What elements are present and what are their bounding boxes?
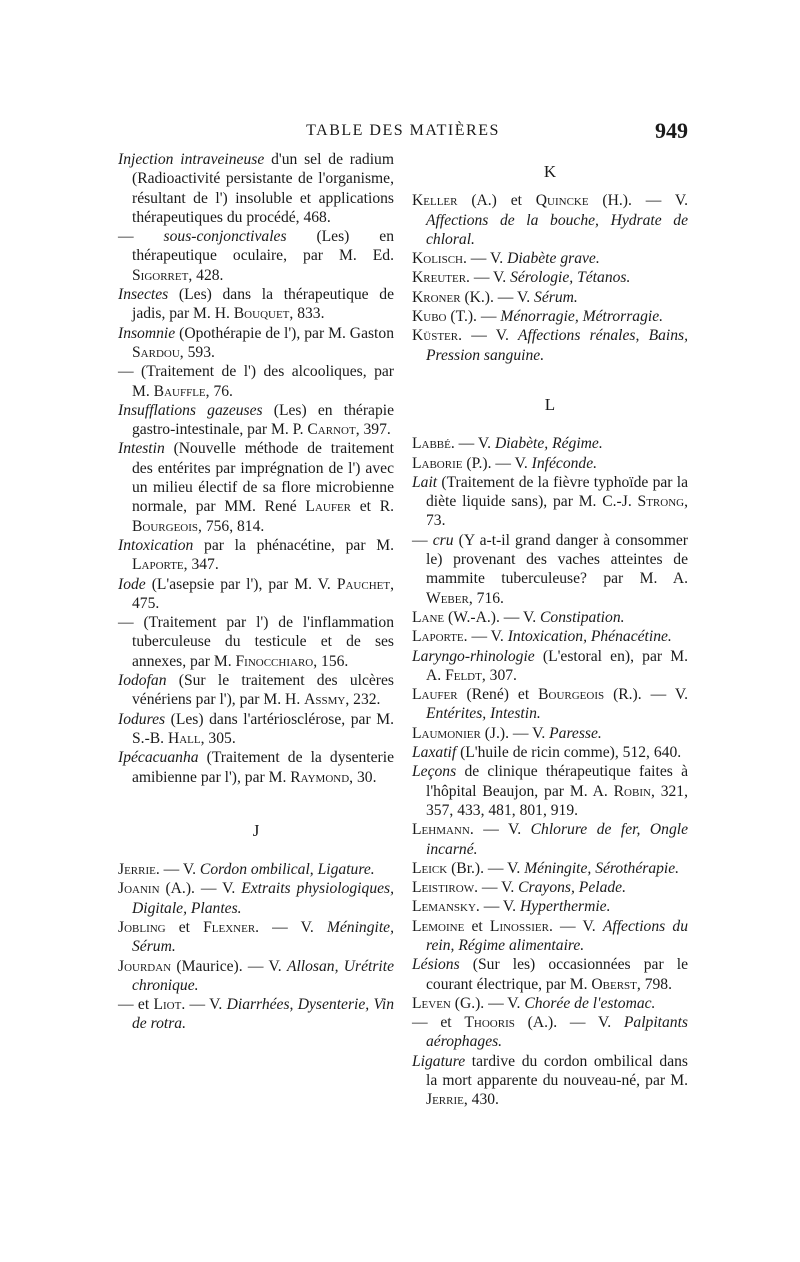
entry-text: (Y a-t-il grand danger à consommer le) provenant des vaches atteintes de mammite tuberculeuse? par M. A. (426, 531, 688, 588)
entry-term: Insufflations gazeuses (118, 401, 263, 419)
entry-term: sous-conjonctivales (163, 228, 287, 246)
entry-text: de clinique thérapeutique faites à l'hôpital Beaujon, par M. A. (426, 763, 688, 800)
author-name: Kubo (412, 308, 447, 326)
entry-text: , 428. (188, 266, 224, 284)
entry-term: Injection intraveineuse (118, 151, 265, 168)
entry-text: . — V. (181, 996, 227, 1014)
entry-text: (T.). — (446, 308, 501, 326)
entry-text: (W.-A.). — V. (444, 608, 541, 626)
entry-term: Affections de la bouche, Hydrate de chloral. (426, 211, 688, 248)
running-header (118, 118, 688, 146)
entry-text: , 833. (289, 305, 325, 323)
entry-text: , 475. (132, 575, 394, 612)
author-name: Finocchiaro (235, 652, 314, 670)
entry-text: . — V. (450, 435, 495, 453)
author-name: Liot (153, 996, 182, 1014)
page-title: TABLE DES MATIÈRES (306, 122, 500, 139)
author-name: Strong (637, 493, 685, 511)
entry-text: (A.). — V. (514, 1014, 624, 1032)
entry-text: (A.). — V. (159, 880, 242, 898)
entry-term: Crayons, Pelade. (518, 879, 626, 897)
author-name: Kreuter (412, 269, 467, 287)
index-entry (412, 1052, 688, 1110)
entry-text: . — V. (475, 898, 520, 916)
section-letter: L (544, 394, 556, 414)
author-name: Laporte (132, 556, 184, 574)
author-name: Carnot (307, 421, 356, 439)
index-entry (412, 994, 688, 1013)
entry-term: Constipation. (540, 608, 625, 626)
index-entry (412, 473, 688, 531)
author-name: Laufer (305, 498, 352, 516)
index-entry (412, 647, 688, 686)
index-entry (412, 326, 688, 365)
entry-term: Paresse. (549, 724, 602, 742)
entry-term: Lésions (412, 956, 460, 974)
index-entry (118, 613, 394, 671)
index-entry (412, 955, 688, 994)
index-entry (412, 608, 688, 627)
entry-text: d'un sel de radium (Radioactivité persistante de l'organisme, résultant de l') insoluble et applications thérapeutiques du procédé, 468. (132, 151, 394, 226)
entry-text: . — V. (155, 861, 200, 879)
author-name: Laufer (412, 686, 458, 704)
index-entry (118, 324, 394, 363)
index-entry (412, 878, 688, 897)
author-name: Lehmann (412, 821, 470, 839)
index-entry (412, 627, 688, 646)
entry-term: Affections du rein, Régime alimentaire. (426, 917, 688, 954)
entry-text: , 716. (468, 589, 504, 607)
entry-term: Extraits physiologiques, Digitale, Plantes. (132, 880, 394, 917)
entry-text: — (118, 228, 164, 246)
index-entry (412, 191, 688, 249)
entry-term: Méningite, Sérothérapie. (524, 859, 680, 877)
author-name: Raymond (290, 768, 350, 786)
index-entry (412, 762, 688, 820)
entry-term: Ipécacuanha (118, 749, 199, 767)
entry-term: Iodofan (118, 672, 167, 690)
entry-text: . — V. (548, 917, 603, 935)
entry-term: Diarrhées, Dysenterie, Vin de rotra. (132, 996, 394, 1033)
index-entry (118, 860, 394, 879)
entry-text: (Sur les) occasionnées par le courant électrique, par M. (426, 956, 688, 993)
index-entry (118, 957, 394, 996)
author-name: Laborie (412, 454, 463, 472)
entry-text: (K.). — V. (460, 288, 535, 306)
entry-term: Ménorragie, Métrorragie. (500, 308, 664, 326)
entry-text: , 321, 357, 433, 481, 801, 919. (426, 782, 688, 819)
index-entry (118, 995, 394, 1034)
index-entry (412, 434, 688, 453)
entry-term: Laryngo-rhinologie (412, 647, 535, 665)
author-name: Jobling (118, 918, 166, 936)
index-entry (118, 879, 394, 918)
entry-term: Chorée de l'estomac. (524, 994, 656, 1012)
entry-text: — (Traitement par l') de l'inflammation tuberculeuse du testicule et de ses annexes, par M. (118, 614, 394, 670)
entry-text: , 756, 814. (198, 517, 265, 535)
entry-text: . — V. (466, 269, 511, 287)
entry-text: (Maurice). — V. (171, 957, 287, 975)
author-name: Lane (412, 608, 445, 626)
author-name: Quincke (535, 192, 589, 210)
entry-term: Intoxication, Phénacétine. (507, 628, 672, 646)
index-entry (118, 285, 394, 324)
entry-term: Chlorure de fer, Ongle incarné. (426, 821, 688, 858)
entry-term: Inféconde. (531, 454, 598, 472)
entry-term: Cordon ombilical, Ligature. (199, 861, 375, 879)
author-name: Laporte (412, 628, 464, 646)
index-entry (412, 743, 688, 762)
index-entry (412, 897, 688, 916)
entry-term: cru (432, 531, 454, 549)
entry-term: Hyperthermie. (519, 898, 611, 916)
author-name: Robin (613, 782, 651, 800)
author-name: Hall (167, 729, 201, 747)
index-entry (412, 917, 688, 956)
entry-text: (Traitement de la fièvre typhoïde par la diète liquide sans), par M. C.-J. (426, 473, 688, 511)
index-entry (412, 268, 688, 287)
entry-term: Laxatif (412, 744, 457, 762)
author-name: Kolisch (412, 250, 463, 268)
entry-term: Entérites, Intestin. (426, 705, 541, 723)
entry-text: et (464, 917, 490, 935)
entry-text: (Nouvelle méthode de traitement des entérites par imprégnation de l') avec un milieu électif de sa flore microbienne normale, par MM. René (132, 440, 394, 516)
author-name: Sardou (132, 343, 180, 361)
entry-term: Insomnie (118, 324, 176, 342)
index-entry (118, 671, 394, 710)
author-name: Sigorret (132, 266, 189, 284)
index-entry (412, 859, 688, 878)
index-entry (412, 288, 688, 307)
index-entry (118, 748, 394, 787)
entry-text: , 307. (481, 666, 517, 684)
author-name: Lemansky (412, 898, 476, 916)
author-name: Bourgeois (132, 517, 199, 535)
entry-text: (Les) dans la thérapeutique de jadis, par M. H. (132, 286, 394, 323)
entry-text: (A.) et (457, 192, 536, 210)
author-name: Labbé (412, 435, 451, 453)
author-name: Pauchet (336, 575, 391, 593)
left-column (118, 150, 394, 1034)
entry-term: Sérum. (534, 288, 578, 306)
entry-text: — (Traitement de l') des alcooliques, par M. (118, 363, 394, 400)
entry-text: — (412, 531, 433, 549)
entry-term: Intestin (118, 440, 165, 458)
index-entry (118, 575, 394, 614)
entry-text: (Les) dans l'artériosclérose, par M. S.-B. (132, 710, 394, 747)
index-entry (118, 401, 394, 440)
entry-text: , 30. (349, 768, 377, 786)
entry-text: , 798. (636, 975, 672, 993)
entry-text: (Opothérapie de l'), par M. Gaston (175, 324, 394, 342)
index-entry (412, 249, 688, 268)
entry-text: — et (118, 996, 154, 1014)
index-entry (412, 685, 688, 724)
entry-text: (G.). — V. (450, 994, 525, 1012)
entry-text: (L'estoral en), par M. A. (426, 647, 688, 684)
index-entry (412, 307, 688, 326)
entry-text: . — V. (458, 327, 519, 345)
author-name: Leistirow (412, 879, 475, 897)
section-letter: K (543, 162, 557, 181)
author-name: Weber (426, 589, 469, 607)
index-entry (118, 536, 394, 575)
entry-text: (R.). — V. (604, 686, 688, 704)
author-name: Linossier (489, 917, 549, 935)
author-name: Laumonier (412, 724, 481, 742)
entry-term: Diabète, Régime. (494, 435, 603, 453)
author-name: Küster (412, 327, 459, 345)
entry-term: Leçons (412, 763, 457, 781)
entry-text: (H.). — V. (588, 192, 688, 210)
section-letter: J (252, 820, 260, 840)
author-name: Feldt (445, 666, 482, 684)
entry-term: Insectes (118, 286, 169, 304)
entry-term: Lait (412, 473, 438, 491)
entry-term: Diabète grave. (507, 250, 600, 268)
entry-text: (Br.). — V. (447, 859, 525, 877)
entry-text: (P.). — V. (462, 454, 532, 472)
index-entry (118, 227, 394, 285)
author-name: Bauffle (153, 382, 206, 400)
entry-text: . — V. (255, 918, 327, 936)
entry-text: , 73. (426, 493, 688, 530)
index-entry (118, 710, 394, 749)
author-name: Flexner (203, 918, 256, 936)
entry-text: . — V. (463, 250, 508, 268)
entry-text: et R. (351, 498, 394, 516)
entry-text: (Les) en thérapie gastro-intestinale, par M. P. (132, 401, 394, 439)
author-name: Leven (412, 994, 451, 1012)
author-name: Assmy (304, 691, 346, 709)
entry-text: , 347. (183, 556, 219, 574)
entry-text: — et (412, 1014, 465, 1032)
index-entry (118, 150, 394, 227)
entry-text: par la phénacétine, par M. (193, 536, 394, 554)
index-entry (412, 531, 688, 608)
page-number: 949 (655, 118, 688, 143)
entry-text: (Sur le traitement des ulcères vénériens par l'), par M. H. (132, 672, 394, 709)
author-name: Leick (412, 859, 448, 877)
entry-term: Palpitants aérophages. (426, 1014, 688, 1051)
author-name: Bouquet (233, 305, 290, 323)
entry-text: et (165, 918, 204, 936)
entry-term: Iodures (118, 710, 166, 728)
author-name: Jerrie (426, 1091, 464, 1109)
entry-text: . — V. (474, 879, 519, 897)
entry-text: , 156. (313, 652, 349, 670)
entry-term: Affections rénales, Bains, Pression sanguine. (426, 327, 688, 364)
entry-text: (Traitement de la dysenterie amibienne par l'), par M. (132, 749, 394, 786)
entry-term: Iode (118, 575, 146, 593)
author-name: Bourgeois (538, 686, 605, 704)
entry-text: . — V. (463, 628, 508, 646)
entry-text: tardive du cordon ombilical dans la mort apparente du nouveau-né, par M. (426, 1052, 688, 1090)
right-column (412, 150, 688, 1110)
index-entry (412, 1013, 688, 1052)
author-name: Jerrie (118, 861, 156, 879)
entry-text: , 397. (355, 421, 391, 439)
index-entry (412, 724, 688, 743)
index-entry (118, 918, 394, 957)
entry-text: (L'asepsie par l'), par M. V. (145, 575, 337, 593)
author-name: Oberst (591, 975, 637, 993)
index-entry (118, 362, 394, 401)
author-name: Keller (412, 192, 458, 210)
index-entry (118, 439, 394, 535)
index-entry (412, 820, 688, 859)
index-entry (412, 454, 688, 473)
entry-term: Sérologie, Tétanos. (510, 269, 631, 287)
entry-term: Intoxication (118, 536, 194, 554)
entry-text: (René) et (457, 686, 539, 704)
entry-text: (Les) en thérapeutique oculaire, par M. Ed. (132, 228, 394, 265)
entry-term: Ligature (412, 1052, 466, 1070)
author-name: Lemoine (412, 917, 465, 935)
entry-text: . — V. (469, 821, 531, 839)
entry-text: , 593. (179, 343, 215, 361)
author-name: Joanin (118, 880, 160, 898)
entry-text: , 305. (200, 729, 236, 747)
entry-text: , 76. (205, 382, 233, 400)
entry-term: Allosan, Urétrite chronique. (132, 957, 394, 994)
author-name: Jourdan (118, 957, 172, 975)
entry-text: (J.). — V. (480, 724, 550, 742)
author-name: Kroner (412, 288, 461, 306)
entry-text: , 430. (463, 1091, 499, 1109)
entry-text: (L'huile de ricin comme), 512, 640. (456, 744, 682, 762)
entry-term: Méningite, Sérum. (132, 918, 394, 956)
author-name: Thooris (464, 1014, 515, 1032)
entry-text: , 232. (345, 691, 381, 709)
